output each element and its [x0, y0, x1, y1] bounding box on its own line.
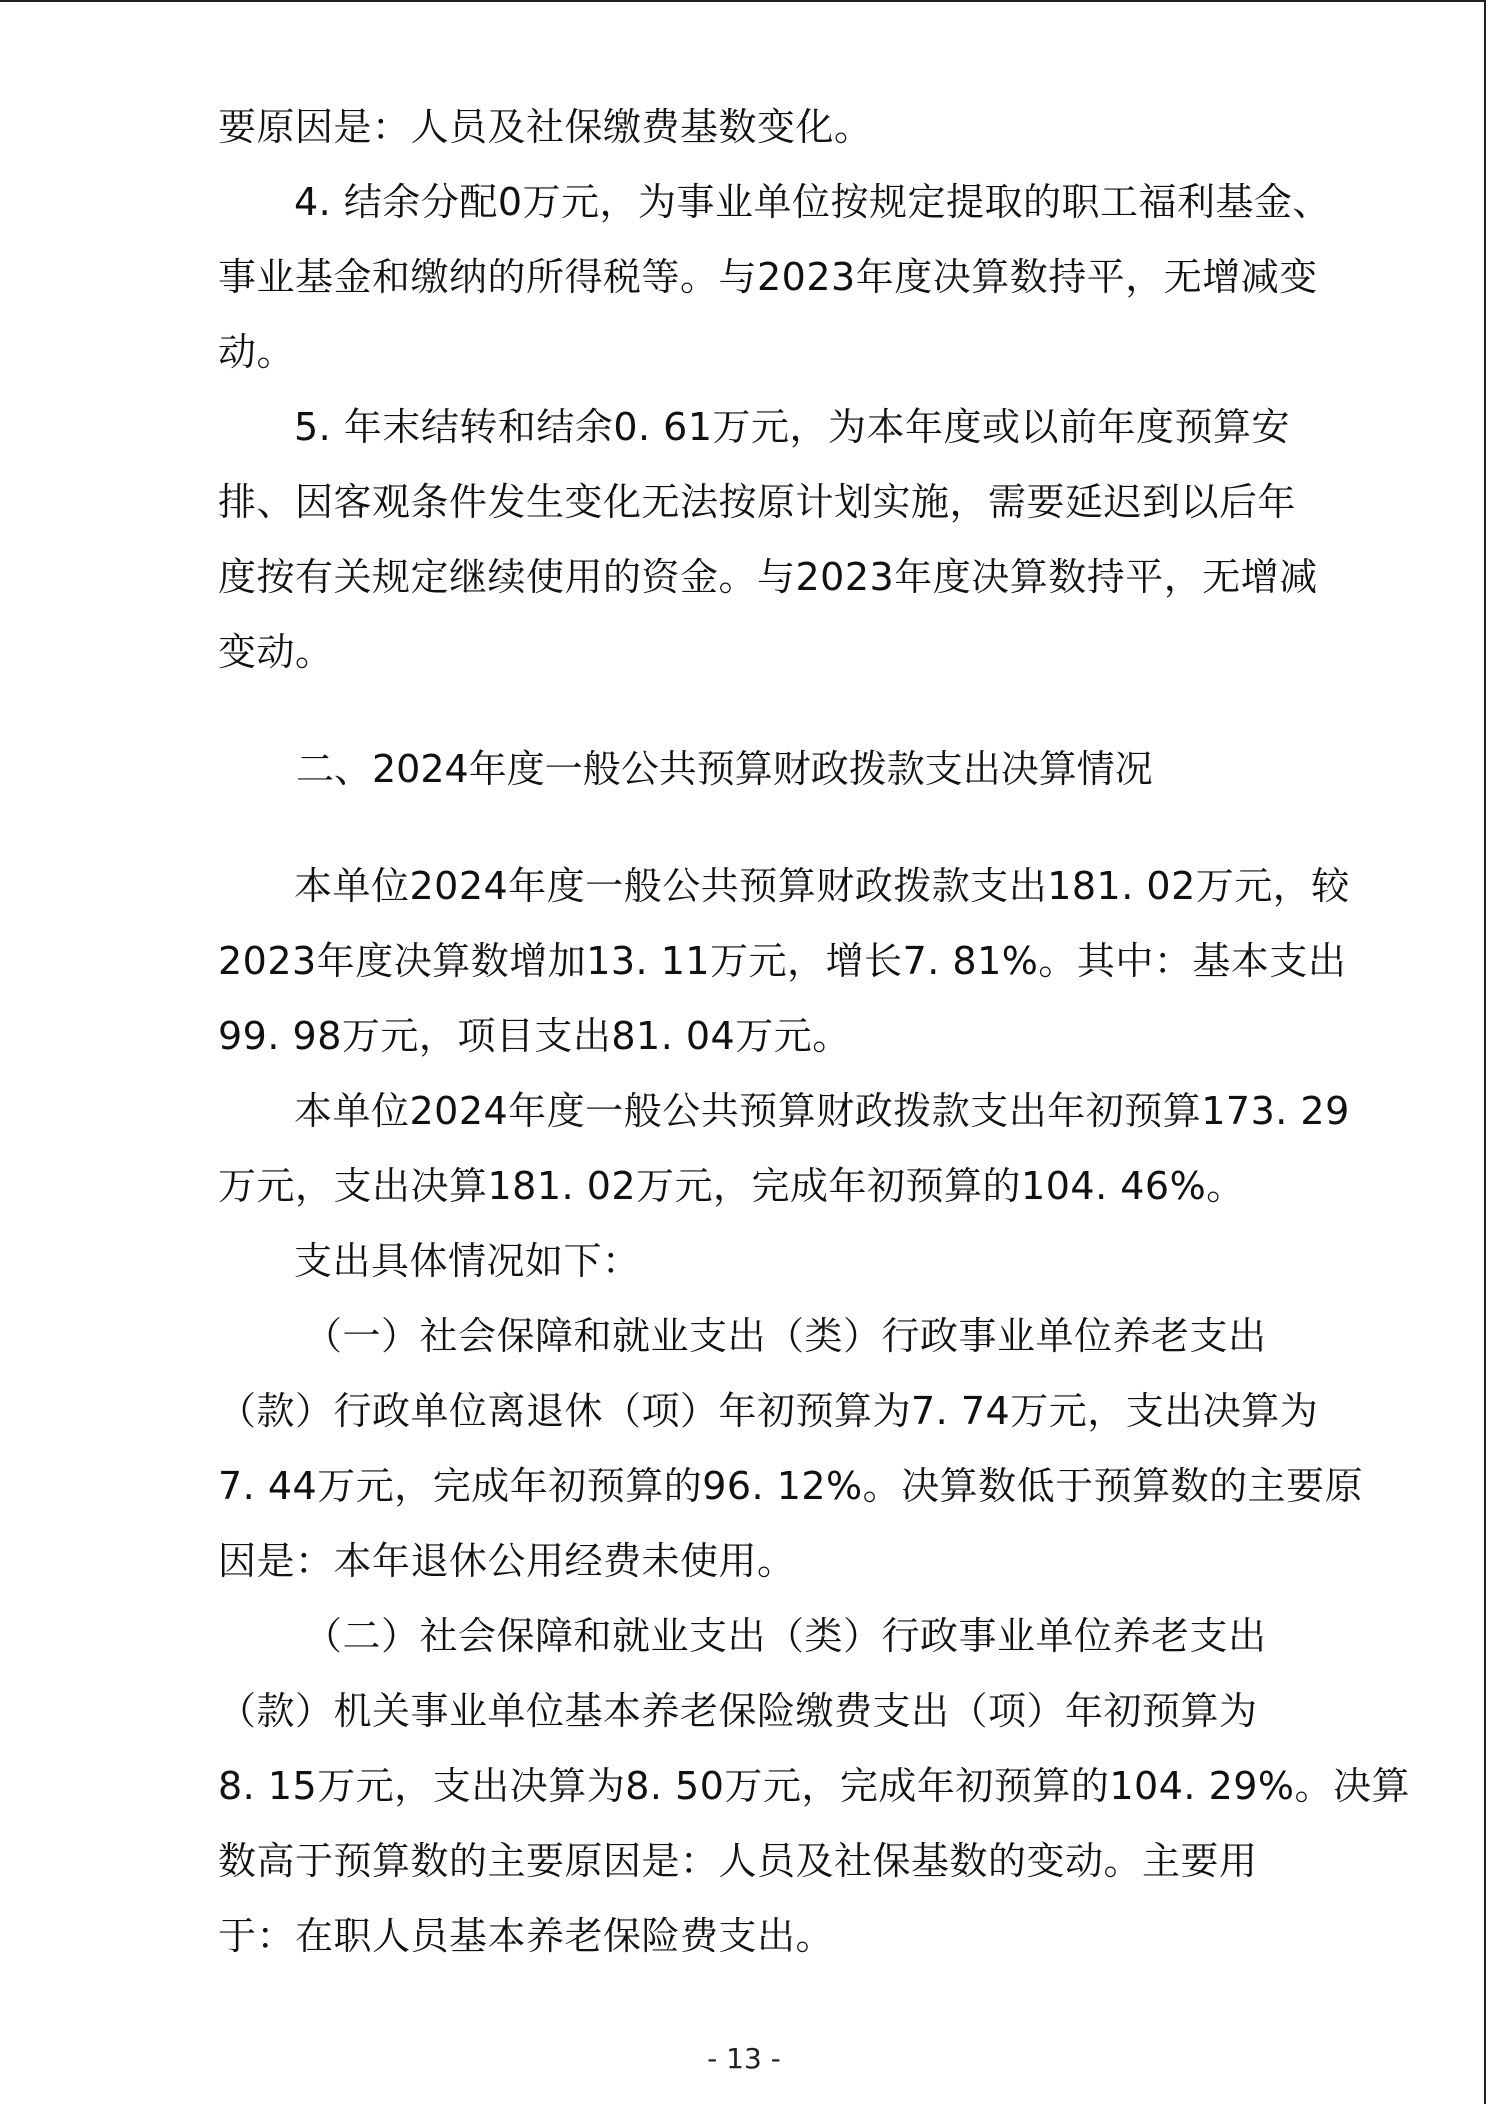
spacer	[218, 807, 1288, 849]
text-line: （款）行政单位离退休（项）年初预算为7. 74万元，支出决算为	[218, 1389, 1319, 1433]
text-line: （二）社会保障和就业支出（类）行政事业单位养老支出	[304, 1614, 1267, 1658]
text-line: 本单位2024年度一般公共预算财政拨款支出年初预算173. 29	[294, 1089, 1350, 1133]
text-line: 本单位2024年度一般公共预算财政拨款支出181. 02万元，较	[294, 864, 1350, 908]
text-line: 要原因是：人员及社保缴费基数变化。	[218, 105, 873, 149]
text-line: 动。	[218, 330, 296, 374]
section-heading: 二、2024年度一般公共预算财政拨款支出决算情况	[296, 747, 1153, 791]
text-line: （款）机关事业单位基本养老保险缴费支出（项）年初预算为	[218, 1689, 1258, 1733]
text-line: 排、因客观条件发生变化无法按原计划实施，需要延迟到以后年	[218, 480, 1297, 524]
text-line: 度按有关规定继续使用的资金。与2023年度决算数持平，无增减	[218, 555, 1318, 599]
text-line: 万元，支出决算181. 02万元，完成年初预算的104. 46%。	[218, 1164, 1245, 1208]
text-line: 99. 98万元，项目支出81. 04万元。	[218, 1014, 851, 1058]
document-body	[218, 90, 1411, 1974]
text-line: 7. 44万元，完成年初预算的96. 12%。决算数低于预算数的主要原	[218, 1464, 1364, 1508]
text-line: 事业基金和缴纳的所得税等。与2023年度决算数持平，无增减变	[218, 255, 1318, 299]
text-line: 于：在职人员基本养老保险费支出。	[218, 1914, 835, 1958]
text-line: （一）社会保障和就业支出（类）行政事业单位养老支出	[304, 1314, 1267, 1358]
spacer	[218, 690, 1288, 732]
text-line: 数高于预算数的主要原因是：人员及社保基数的变动。主要用	[218, 1839, 1258, 1883]
page-number: - 13 -	[707, 2042, 781, 2075]
text-line: 因是：本年退休公用经费未使用。	[218, 1539, 796, 1583]
text-line: 2023年度决算数增加13. 11万元，增长7. 81%。其中：基本支出	[218, 939, 1347, 983]
text-line: 4. 结余分配0万元，为事业单位按规定提取的职工福利基金、	[294, 180, 1332, 224]
text-line: 5. 年末结转和结余0. 61万元，为本年度或以前年度预算安	[294, 405, 1291, 449]
text-line: 支出具体情况如下：	[294, 1239, 641, 1283]
text-line: 变动。	[218, 630, 334, 674]
text-line: 8. 15万元，支出决算为8. 50万元，完成年初预算的104. 29%。决算	[218, 1764, 1411, 1808]
